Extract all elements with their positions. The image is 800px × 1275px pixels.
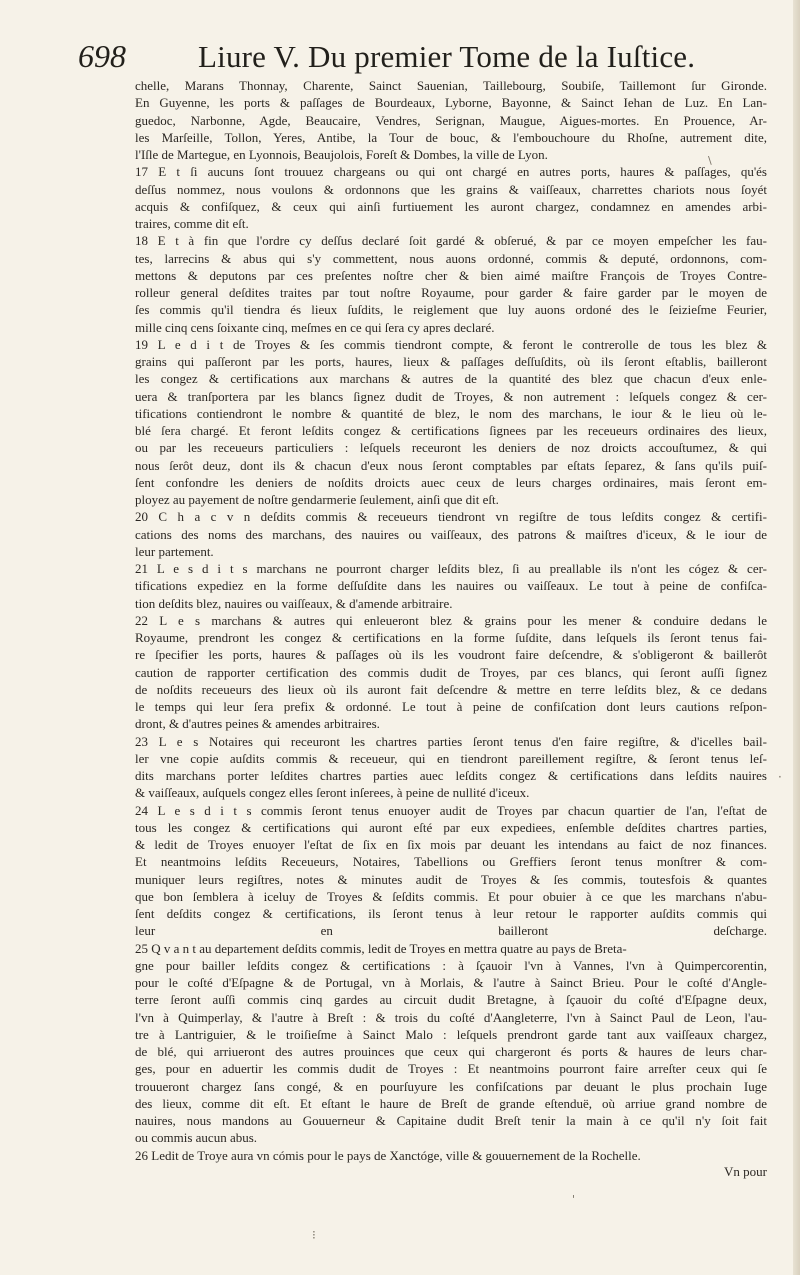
text-line: ployez au payement de noſtre gendarmerie ſeulement, ainſi que dit eſt.	[135, 492, 499, 507]
text-line: l'Iſle de Martegue, en Lyonnois, Beaujolois, Foreſt & Dombes, la ville de Lyon.	[135, 147, 548, 162]
text-line: ou par les receueurs particuliers : leſquels receuront les deniers de noz droicts accouſtumez, & qui	[135, 440, 767, 456]
text-line: uera & tranſportera par les blancs ſignez dudit de Troyes, & non autrement : leſquels congez & cer-	[135, 388, 767, 404]
text-line: terre ſeront auſſi commis cinq gardes au circuit dudit Bretagne, à ſçauoir du coſté d'Eſpagne deux,	[135, 992, 767, 1008]
text-line: rolleur general deſdites traites par tout noſtre Royaume, pour garder & faire garder par le moyen de	[135, 285, 767, 300]
text-line: 19 L e d i t de Troyes & ſes commis tiendront compte, & feront le contrerolle de tous les blez &	[135, 336, 767, 352]
text-line: 26 Ledit de Troye aura vn cómis pour le pays de Xanctóge, ville & gouuernement de la Rochelle.	[135, 1147, 641, 1163]
page-edge	[793, 0, 800, 1275]
text-line: 25 Q v a n t au departement deſdits commis, ledit de Troyes en mettra quatre au pays de Breta-	[135, 940, 627, 956]
text-line: que bon ſemblera à iceluy de Troyes & ſeſdits commis. Et pour obuier à ce que les marchans n'abu-	[135, 888, 767, 904]
text-line: 22 L e s marchans & autres qui enleueront blez & grains pour les mener & conduire dedans le	[135, 612, 767, 628]
text-line: acquis & confiſquez, & ceux qui ainſi furtiuement les auront chargez, condamnez en amendes arbi-	[135, 198, 767, 214]
text-line: 21 L e s d i t s marchans ne pourront charger leſdits blez, ſi au preallable ils n'ont les cógez & cer-	[135, 561, 767, 576]
text-line: muniquer leurs regiſtres, notes & minutes audit de Troyes & ſes commis, toutesfois & quantes	[135, 871, 767, 887]
text-line: dits marchans porter leſdites chartres parties auec leſdits congez & certifications dans leſdits nauires	[135, 768, 767, 783]
text-line: les congez & certifications aux marchans & autres de la quantité des blez que chacun d'eux enle-	[135, 371, 767, 387]
text-line: dront, & d'autres peines & amendes arbitraires.	[135, 716, 380, 732]
text-line: ſes commis qu'il tiendra és lieux ſuſdits, le reiglement que luy auons ordoné des le ſeizieſme Feurier,	[135, 302, 767, 318]
catchword: Vn pour	[724, 1163, 767, 1179]
text-line: tifications contiendront le nombre & quantité de blez, le nom des marchans, le iour & le lieu où le-	[135, 405, 767, 421]
text-line: Et neantmoins leſdits Receueurs, Notaires, Tabellions ou Greffiers ſeront tenus monſtrer & com-	[135, 854, 767, 870]
text-line: ges, pour en aduertir les commis dudit de Troyes : Et neantmoins pourront faire arreſter ceux qui ſe	[135, 1061, 767, 1077]
page-header	[78, 38, 768, 82]
text-line: grains qui paſſeront par les ports, haures, lieux & paſſages deſſuſdits, où ils ſeront eſtablis, bailleront	[135, 354, 767, 369]
text-line: 20 C h a c v n deſdits commis & receueurs tiendront vn regiſtre de tous leſdits congez & certifi-	[135, 509, 767, 525]
text-line: cations des noms des marchans, des nauires ou vaiſſeaux, des patrons & maiſtres d'iceux, & le iour de	[135, 526, 767, 542]
text-line: 18 E t à fin que l'ordre cy deſſus declaré ſoit gardé & obſerué, & par ce moyen empeſcher les fau-	[135, 233, 767, 249]
ink-speck: ·	[778, 770, 782, 784]
text-line: & ledit de Troyes enuoyer l'eſtat de ſix en ſix mois par deuant les intendans au faict de noz finances.	[135, 837, 767, 852]
text-line: tifications expediez en la forme deſſuſdite dans les nauires ou vaiſſeaux. Le tout à peine de confiſca-	[135, 578, 767, 594]
text-line: tion deſdits blez, nauires ou vaiſſeaux, & d'amende arbitraire.	[135, 595, 453, 611]
text-line: ler vne copie auſdits commis & receueur, qui en tiendront pareillement regiſtre, & ſeront tenus leſ-	[135, 750, 767, 766]
text-line: Royaume, prendront les congez & certifications en la forme ſuſdite, dans leſquels ils ſeront tenus fai-	[135, 630, 767, 645]
text-line: le temps qui leur ſera prefix & ordonné. Le tout à peine de confiſcation dont leurs cautions reſpon-	[135, 699, 767, 714]
text-line: ſent confondre les deniers de noſdits droicts auec ceux de leurs charges ordinaires, mais ſeront em-	[135, 474, 767, 490]
text-line: 23 L e s Notaires qui receuront les chartres parties ſeront tenus d'en faire regiſtre, & d'icelles bail-	[135, 733, 767, 749]
ink-speck: ⁝	[312, 1228, 316, 1242]
text-line: deſſus nommez, nous voulons & ordonnons que les grains & vaiſſeaux, charrettes chariots nous ſoyét	[135, 181, 767, 197]
ink-speck: '	[572, 1193, 576, 1206]
text-line: tes, larrecins & abus qui s'y commettent, nous auons ordonné, commis & deputé, ordonnons, com-	[135, 250, 767, 266]
text-line: traires, comme dit eſt.	[135, 216, 249, 231]
text-line: blé ſera chargé. Et feront leſdits congez & certifications ſignees par les receueurs ordinaires des lieux,	[135, 423, 767, 438]
text-line: 17 E t ſi aucuns ſont trouuez chargeans ou qui ont chargé en autres ports, haures & paſſages, qu'és	[135, 164, 767, 180]
text-line: chelle, Marans Thonnay, Charente, Sainct Sauenian, Taillebourg, Soubiſe, Taillemont ſur Gironde.	[135, 78, 767, 93]
text-line: ou commis aucun abus.	[135, 1130, 258, 1146]
text-line: mettons & deputons par ces preſentes noſtre cher & bien aimé maiſtre François de Troyes Contre-	[135, 267, 767, 283]
text-line: trouueront chargez ſans congé, & en pourſuyure les confiſcations par deuant le plus prochain Iuge	[135, 1078, 767, 1094]
text-line: & vaiſſeaux, auſquels congez elles ſeront inſerees, à peine de nullité d'iceux.	[135, 785, 530, 801]
text-line: 24 L e s d i t s commis ſeront tenus enuoyer audit de Troyes par chacun quartier de l'an, l'eſtat de	[135, 802, 767, 818]
text-line: tre à Lantriguier, & le troiſieſme à Sainct Malo : leſquels prendront garde tant aux vaiſſeaux chargez,	[135, 1026, 767, 1042]
ink-speck: \	[708, 154, 712, 167]
text-line: gne pour bailler leſdits congez & certifications : à ſçauoir l'vn à Vannes, l'vn à Quimpercorentin,	[135, 957, 767, 973]
text-line: re ſpecifier les ports, haures & paſſages où ils les voudront faire deſcendre, & s'obligeront & baillerôt	[135, 647, 767, 663]
text-line: mille cinq cens ſoixante cinq, meſmes en ce qui ſera cy apres declaré.	[135, 319, 495, 335]
text-line: ſent deſdits congez & certifications, ils ſeront tenus à leur retour le rapporter auſdits commis qui	[135, 906, 767, 921]
folio-number: 698	[78, 38, 126, 74]
text-line: tous les congez & certifications qui auront eſté par eux expediees, enſemble deſdites chartres parties,	[135, 819, 767, 835]
text-line: caution de rapporter certification des commis dudit de Troyes, par ces blancs, qui ſeront auſſi ſignez	[135, 664, 767, 680]
text-line: nauires, nous mandons au Gouuerneur & Capitaine dudit Breſt tenir la main à ce qu'il n'y ſoit fait	[135, 1113, 767, 1128]
text-line: de noſdits receueurs des lieux où ils auront fait deſcendre & mettre en terre leſdits blez, & ce dedans	[135, 681, 767, 697]
text-line: nous ſerôt deuz, dont ils & chacun d'eux nous ſeront comptables par eſtats ſeparez, & ſans qu'ils puiſ-	[135, 457, 767, 473]
text-line: pour le coſté d'Eſpagne & de Portugal, vn à Morlais, & l'autre à Sainct Brieu. Pour le coſté d'Angle-	[135, 975, 767, 990]
text-line: des lieux, comme dit eſt. Et eſtant le haure de Breſt de grande eſtenduë, où arriue grand nombre de	[135, 1095, 767, 1111]
text-line: de blé, qui arriueront des autres prouinces que ceux qui chargeront és ports & haures de leurs char-	[135, 1044, 767, 1059]
text-line: les Marſeille, Tollon, Yeres, Antibe, la Tour de bouc, & l'embouchoure du Rhoſne, autrement dite,	[135, 129, 767, 145]
body-text	[135, 77, 767, 1180]
running-title: Liure V. Du premier Tome de la Iuſtice.	[198, 39, 696, 74]
text-line: leur partement.	[135, 543, 214, 559]
text-line: guedoc, Narbonne, Agde, Beaucaire, Vendres, Serignan, Maugue, Aigues-mortes. En Prouence, Ar-	[135, 112, 767, 128]
text-line: En Guyenne, les ports & paſſages de Bourdeaux, Lyborne, Bayonne, & Sainct Iehan de Luz. En Lan-	[135, 95, 767, 111]
text-line: l'vn à Quimperlay, & l'autre à Breſt : & trois du coſté d'Aangleterre, l'vn à Sainct Paul de Leon, l'au-	[135, 1009, 767, 1025]
text-line: leur en bailleront deſcharge.	[135, 923, 767, 939]
